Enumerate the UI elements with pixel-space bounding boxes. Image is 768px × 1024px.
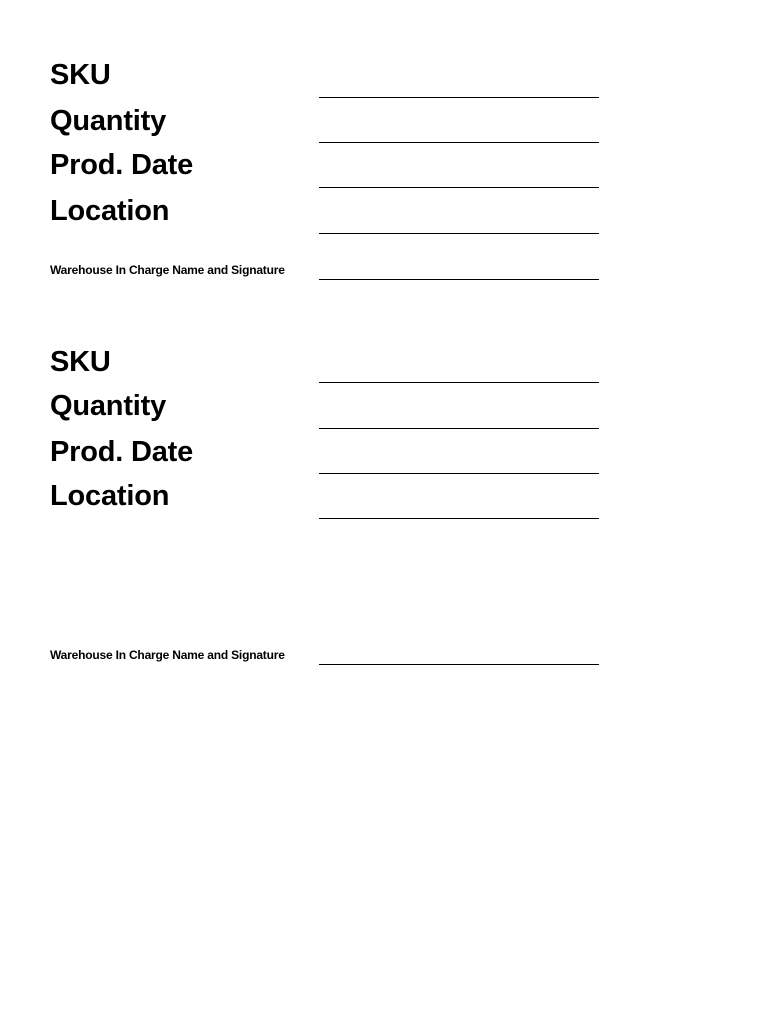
signature-label: Warehouse In Charge Name and Signature xyxy=(50,648,285,662)
quantity-field-line[interactable] xyxy=(319,428,599,429)
location-field-line[interactable] xyxy=(319,518,599,519)
quantity-label: Quantity xyxy=(50,105,167,137)
quantity-label: Quantity xyxy=(50,390,167,422)
prod-date-field-line[interactable] xyxy=(319,187,599,188)
location-field-line[interactable] xyxy=(319,233,599,234)
signature-label: Warehouse In Charge Name and Signature xyxy=(50,263,285,277)
prod-date-field-line[interactable] xyxy=(319,473,599,474)
sku-field-line[interactable] xyxy=(319,97,599,98)
sku-field-line[interactable] xyxy=(319,382,599,383)
quantity-field-line[interactable] xyxy=(319,142,599,143)
location-label: Location xyxy=(50,480,170,512)
prod-date-label: Prod. Date xyxy=(50,436,194,468)
prod-date-label: Prod. Date xyxy=(50,149,194,181)
sku-label: SKU xyxy=(50,59,111,91)
sku-label: SKU xyxy=(50,346,111,378)
location-label: Location xyxy=(50,195,170,227)
signature-field-line[interactable] xyxy=(319,664,599,665)
signature-field-line[interactable] xyxy=(319,279,599,280)
